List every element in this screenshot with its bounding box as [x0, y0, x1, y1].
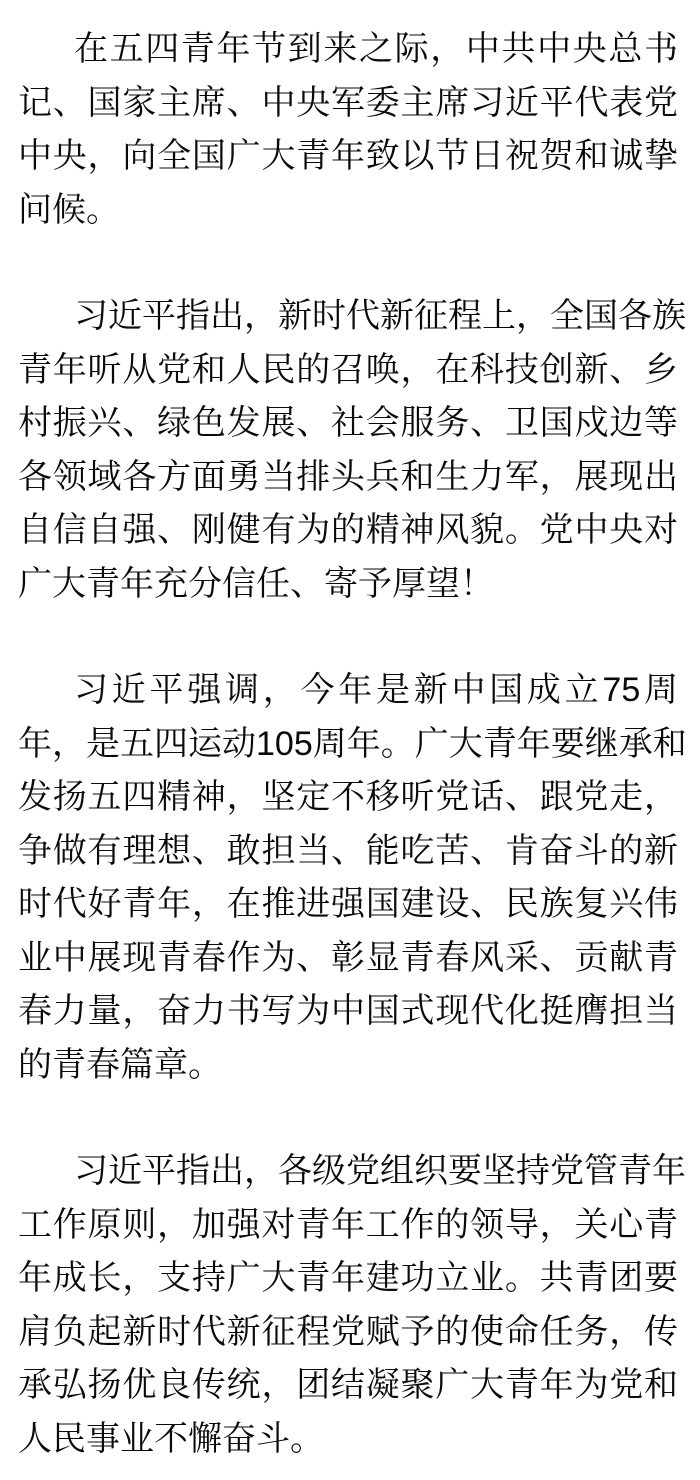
text-line: 习近平强调，今年是新中国成立75周 [74, 671, 678, 709]
text-line: 问候。 [18, 190, 120, 229]
text-line: 在五四青年节到来之际，中共中央总书 [74, 30, 678, 68]
paragraph-greeting [18, 23, 678, 237]
text-line: 年成长，支持广大青年建功立业。共青团要 [18, 1259, 678, 1297]
text-line: 习近平指出，新时代新征程上，全国各族 [74, 297, 686, 335]
text-line: 村振兴、绿色发展、社会服务、卫国戍边等 [18, 404, 678, 442]
text-line: 肩负起新时代新征程党赋予的使命任务，传 [18, 1312, 678, 1351]
paragraph-xi-emphasizes [18, 664, 687, 1092]
text-line: 自信自强、刚健有为的精神风貌。党中央对 [18, 511, 678, 549]
text-line: 中央，向全国广大青年致以节日祝贺和诚挚 [18, 137, 678, 175]
article-body [18, 23, 687, 1466]
text-line: 青年听从党和人民的召唤，在科技创新、乡 [18, 350, 678, 389]
paragraph-xi-points-out-1 [18, 290, 686, 611]
text-line: 争做有理想、敢担当、能吃苦、肯奋斗的新 [18, 831, 678, 870]
paragraph-xi-points-out-2 [18, 1145, 686, 1466]
text-line: 发扬五四精神，坚定不移听党话、跟党走， [18, 778, 678, 816]
text-line: 各领域各方面勇当排头兵和生力军，展现出 [18, 457, 678, 496]
text-line: 记、国家主席、中央军委主席习近平代表党 [18, 83, 678, 122]
text-line: 广大青年充分信任、寄予厚望！ [18, 564, 494, 603]
text-line: 年，是五四运动105周年。广大青年要继承和 [18, 724, 687, 763]
text-line: 的青春篇章。 [18, 1045, 222, 1084]
text-line: 工作原则，加强对青年工作的领导，关心青 [18, 1205, 678, 1244]
text-line: 时代好青年，在推进强国建设、民族复兴伟 [18, 885, 678, 923]
text-line: 春力量，奋力书写为中国式现代化挺膺担当 [18, 992, 678, 1030]
text-line: 承弘扬优良传统，团结凝聚广大青年为党和 [18, 1366, 678, 1404]
text-line: 业中展现青春作为、彰显青春风采、贡献青 [18, 938, 678, 977]
text-line: 习近平指出，各级党组织要坚持党管青年 [74, 1152, 686, 1190]
text-line: 人民事业不懈奋斗。 [18, 1419, 324, 1458]
